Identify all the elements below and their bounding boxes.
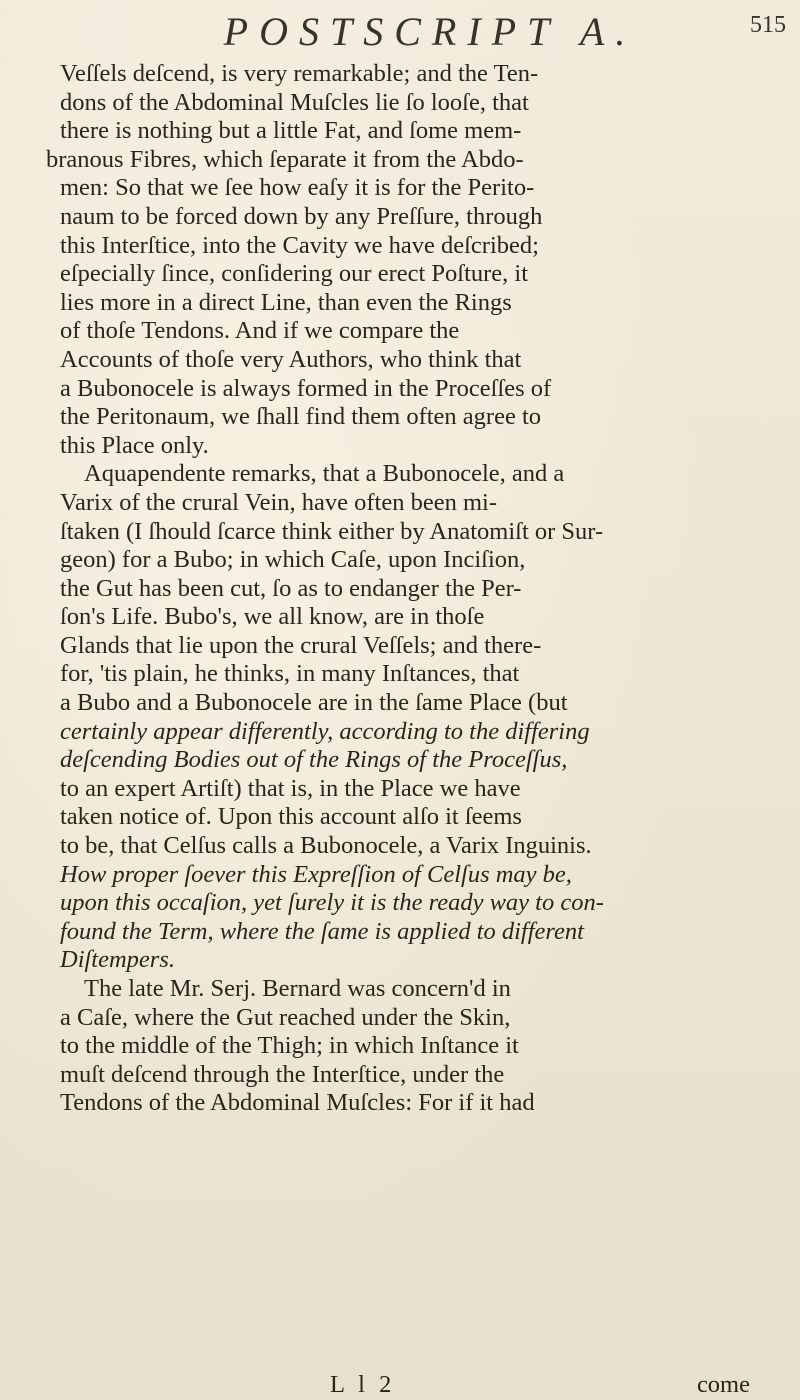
- text-line: geon) for a Bubo; in which Caſe, upon Inciſion,: [60, 546, 526, 574]
- text-line: a Bubo and a Bubonocele are in the ſame Place (but: [60, 689, 568, 717]
- text-line: this Place only.: [60, 431, 209, 459]
- text-line: the Peritonaum, we ſhall find them often agree to: [60, 403, 542, 431]
- text-line: for, 'tis plain, he thinks, in many Inſtances, that: [60, 660, 520, 688]
- paragraph-start-line: Aquapendente remarks, that a Bubonocele, and a: [84, 460, 565, 488]
- text-line: deſcending Bodies out of the Rings of the Proceſſus,: [60, 746, 568, 774]
- text-line: of thoſe Tendons. And if we compare the: [60, 317, 460, 345]
- catchword: come: [696, 1371, 750, 1398]
- running-head: POSTSCRIPT A.: [223, 9, 637, 54]
- text-line: upon this occaſion, yet ſurely it is the ready way to con-: [60, 889, 604, 917]
- text-line: Accounts of thoſe very Authors, who think that: [60, 345, 522, 373]
- paragraph-start-line: The late Mr. Serj. Bernard was concern'd in: [84, 975, 511, 1002]
- text-line: the Gut has been cut, ſo as to endanger the Per-: [60, 574, 522, 602]
- text-line: men: So that we ſee how eaſy it is for the Perito-: [60, 174, 535, 202]
- signature-mark: L l 2: [330, 1371, 396, 1398]
- text-line: ſtaken (I ſhould ſcarce think either by Anatomiſt or Sur-: [60, 517, 604, 545]
- text-line: Diſtempers.: [60, 946, 175, 974]
- text-line: Veſſels deſcend, is very remarkable; and the Ten-: [60, 60, 539, 87]
- text-line: to the middle of the Thigh; in which Inſtance it: [60, 1032, 519, 1060]
- text-line: to be, that Celſus calls a Bubonocele, a Varix Inguinis.: [60, 832, 592, 860]
- text-line: naum to be forced down by any Preſſure, through: [60, 202, 543, 230]
- page-number: 515: [750, 12, 786, 38]
- text-line: there is nothing but a little Fat, and ſome mem-: [60, 117, 522, 145]
- text-line: Glands that lie upon the crural Veſſels; and there-: [60, 631, 542, 659]
- text-line: this Interſtice, into the Cavity we have deſcribed;: [60, 231, 539, 259]
- text-line: a Bubonocele is always formed in the Proceſſes of: [60, 374, 552, 402]
- text-line: a Caſe, where the Gut reached under the Skin,: [60, 1003, 511, 1031]
- text-line: Tendons of the Abdominal Muſcles: For if it had: [60, 1089, 535, 1117]
- text-line: How proper ſoever this Expreſſion of Celſus may be,: [60, 860, 572, 888]
- text-line: Varix of the crural Vein, have often been mi-: [60, 488, 497, 516]
- text-line: branous Fibres, which ſeparate it from the Abdo-: [46, 145, 524, 173]
- text-line: eſpecially ſince, conſidering our erect Poſture, it: [60, 260, 529, 288]
- text-line: taken notice of. Upon this account alſo it ſeems: [60, 803, 522, 831]
- text-line: certainly appear differently, according to the differing: [60, 717, 590, 745]
- text-line: muſt deſcend through the Interſtice, under the: [60, 1060, 505, 1088]
- text-line: found the Term, where the ſame is applied to different: [60, 917, 584, 945]
- text-line: lies more in a direct Line, than even the Rings: [60, 288, 512, 316]
- text-line: to an expert Artiſt) that is, in the Place we have: [60, 774, 521, 802]
- text-line: ſon's Life. Bubo's, we all know, are in thoſe: [60, 603, 485, 631]
- text-line: dons of the Abdominal Muſcles lie ſo looſe, that: [60, 88, 529, 116]
- body-text: [46, 60, 770, 1118]
